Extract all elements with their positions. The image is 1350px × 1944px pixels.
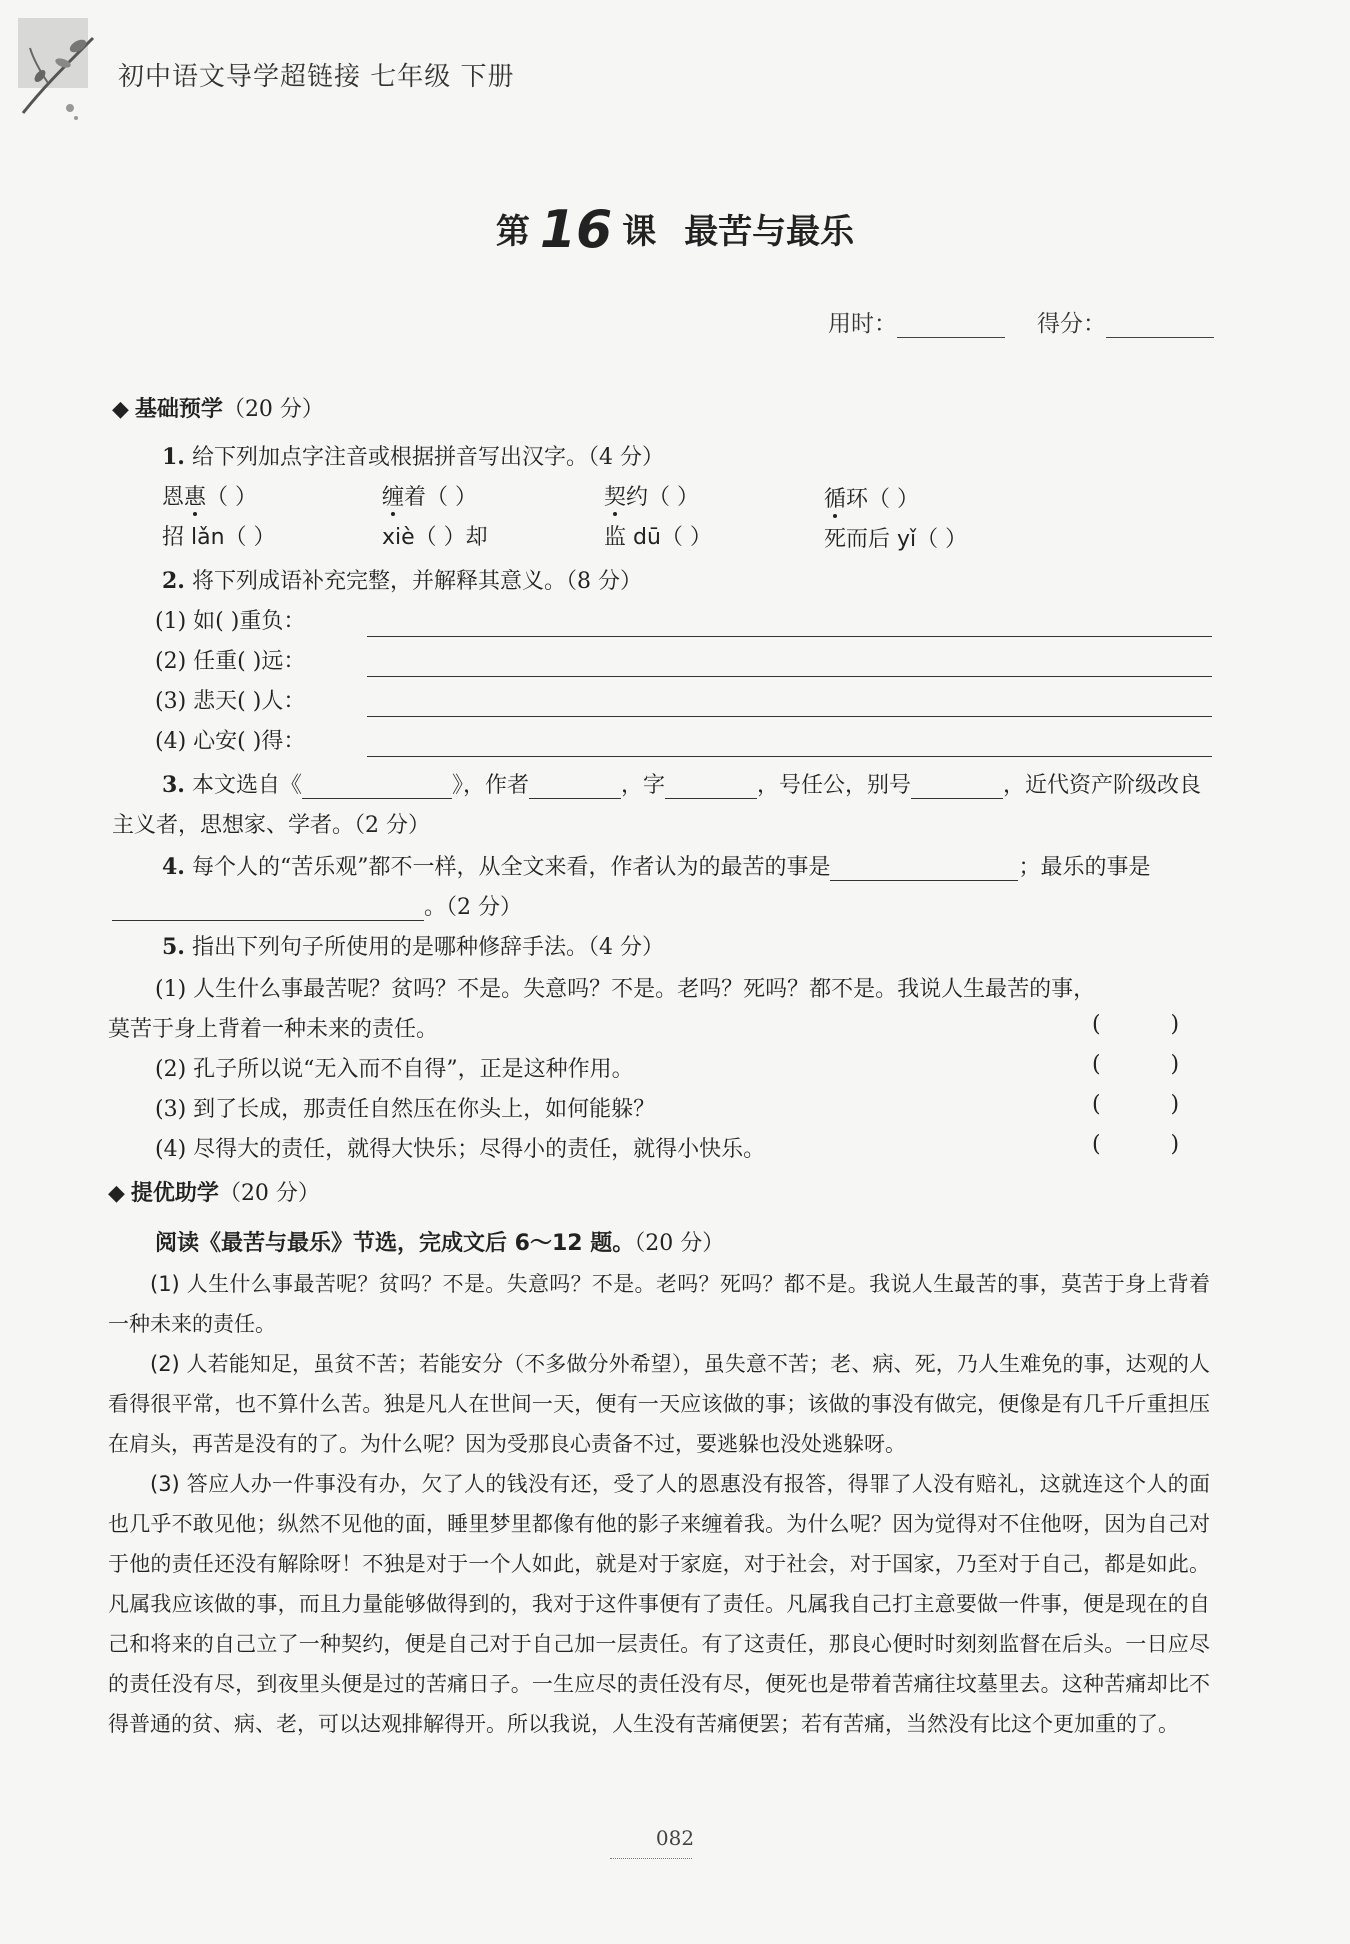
q1-item-7-pre: 监 [604,525,633,550]
section-advanced-heading [108,1176,320,1207]
q1-item-5[interactable] [162,520,276,551]
lesson-suffix: 课 [622,212,657,252]
q3-courtesy-name-blank[interactable] [665,776,757,799]
q1-item-8[interactable] [824,522,967,553]
q3-alias-blank[interactable] [911,776,1003,799]
q1-item-8-pinyin: yǐ [897,527,917,552]
q1-item-8-post: （ ） [916,527,968,552]
q1-item-3-post: 约（ ） [626,485,700,510]
q4-hardest-blank[interactable] [830,858,1018,881]
q1-item-1-dot: 惠 [184,485,207,510]
question-1 [162,440,664,471]
idiom-3-answer-line[interactable] [367,716,1212,717]
page-number-underline [610,1858,692,1859]
q3-text-5: ，近代资产阶级改良 [1003,773,1202,798]
reading-instruction-points: （20 分） [634,1231,725,1256]
score-field[interactable] [1106,313,1214,338]
q1-item-8-pre: 死而后 [824,527,897,552]
idiom-1-answer-line[interactable] [367,636,1212,637]
q1-item-4-dot: 循 [824,487,847,512]
passage-paragraph-1: (1) 人生什么事最苦呢？贫吗？不是。失意吗？不是。老吗？死吗？都不是。我说人生最苦的事，莫苦于身上背着一种未来的责任。 [108,1272,1210,1336]
question-4 [162,850,1150,881]
q1-item-4-post: 环（ ） [846,487,920,512]
lesson-title [0,196,1350,260]
lesson-prefix: 第 [495,212,530,252]
q1-item-5-post: （ ） [224,525,276,550]
series-title: 初中语文导学超链接 七年级 下册 [118,62,515,92]
section-basic-title: 基础预学 [134,397,223,422]
q1-item-1-pre: 恩 [162,485,185,510]
q3-text-3: ，字 [621,773,666,798]
q1-item-7-pinyin: dū [633,525,661,550]
q1-item-7[interactable] [604,520,712,551]
section-basic-heading [112,392,324,423]
idiom-1: (1) 如( )重负： [155,609,306,634]
q3-number: 3. [162,772,185,798]
q1-item-7-post: （ ） [660,525,712,550]
plum-blossom-icon [18,18,98,138]
passage-paragraph-3: (3) 答应人办一件事没有办，欠了人的钱没有还，受了人的恩惠没有报答，得罪了人没有赔礼，这就连这个人的面也几乎不敢见他；纵然不见他的面，睡里梦里都像有他的影子来缠着我。为什么呢？因为觉得对不住他呀，因为自己对于他的责任还没有解除呀！不独是对于一个人如此，就是对于家庭，对于社会，对于国家，乃至对于自己，都是如此。凡属我应该做的事，而且力量能够做得到的，我对于这件事便有了责任。凡属我自己打主意要做一件事，便是现在的自己和将来的自己立了一种契约，便是自己对于自己加一层责任。有了这责任，那良心便时时刻刻监督在后头。一日应尽的责任没有尽，到夜里头便是过的苦痛日子。一生应尽的责任没有尽，便死也是带着苦痛往坟墓里去。这种苦痛却比不得普通的贫、病、老，可以达观排解得开。所以我说，人生没有苦痛便罢；若有苦痛，当然没有比这个更加重的了。 [108,1472,1210,1736]
idiom-3: (3) 悲天( )人： [155,689,306,714]
question-3 [162,768,1201,799]
q1-item-2-post: 着（ ） [404,485,478,510]
q4-happiest-blank[interactable] [112,898,424,921]
q5-answer-4[interactable]: ( ) [1092,1132,1180,1157]
q1-item-6-post: （ ）却 [414,525,488,550]
q4-text-2: ；最乐的事是 [1018,855,1151,880]
idiom-2-answer-line[interactable] [367,676,1212,677]
q4-text-1: 每个人的“苦乐观”都不一样，从全文来看，作者认为的最苦的事是 [191,855,831,880]
diamond-icon: ◆ [112,397,129,422]
section-basic-points: （20 分） [222,397,324,422]
q1-item-5-pinyin: lǎn [191,525,225,550]
score-label: 得分： [1037,311,1106,337]
q1-text: 给下列加点字注音或根据拼音写出汉字。（4 分） [191,445,664,470]
q5-sentence-1a: (1) 人生什么事最苦呢？贫吗？不是。失意吗？不是。老吗？死吗？都不是。我说人生最苦的事， [155,977,1096,1002]
idiom-4: (4) 心安( )得： [155,729,306,754]
q1-item-6-pinyin: xiè [382,525,415,550]
q5-answer-2[interactable]: ( ) [1092,1052,1180,1077]
diamond-icon: ◆ [108,1181,125,1206]
q5-text: 指出下列句子所使用的是哪种修辞手法。（4 分） [191,935,664,960]
q4-continuation [112,890,522,921]
q2-number: 2. [162,568,185,594]
q5-sentence-1b: 莫苦于身上背着一种未来的责任。 [108,1017,439,1042]
q3-text-1: 本文选自《 [191,773,302,798]
q1-item-3[interactable] [604,480,699,511]
reading-passage [108,1264,1210,1744]
q2-text: 将下列成语补充完整，并解释其意义。（8 分） [191,569,642,594]
q1-item-2-dot: 缠 [382,485,405,510]
lesson-name: 最苦与最乐 [684,212,855,252]
time-label: 用时： [828,311,897,337]
q3-book-blank[interactable] [302,776,452,799]
q4-text-3: 。（2 分） [424,895,522,920]
section-advanced-points: （20 分） [218,1181,320,1206]
q1-item-6[interactable] [382,520,488,551]
q1-item-2[interactable] [382,480,477,511]
q1-item-1[interactable] [162,480,257,511]
q5-answer-1[interactable]: ( ) [1092,1012,1180,1037]
time-score-line [828,305,1214,338]
idiom-2: (2) 任重( )远： [155,649,306,674]
q5-number: 5. [162,934,185,960]
section-advanced-title: 提优助学 [130,1181,219,1206]
time-field[interactable] [897,313,1005,338]
page-number: 082 [655,1826,695,1850]
q5-sentence-2: (2) 孔子所以说“无入而不自得”，正是这种作用。 [155,1057,634,1082]
q5-answer-3[interactable]: ( ) [1092,1092,1180,1117]
q3-continuation: 主义者，思想家、学者。（2 分） [112,813,430,838]
passage-paragraph-2: (2) 人若能知足，虽贫不苦；若能安分（不多做分外希望），虽失意不苦；老、病、死，乃人生难免的事，达观的人看得很平常，也不算什么苦。独是凡人在世间一天，便有一天应该做的事；该做的事没有做完，便像是有几千斤重担压在肩头，再苦是没有的了。为什么呢？因为受那良心责备不过，要逃躲也没处逃躲呀。 [108,1352,1210,1456]
q1-item-5-pre: 招 [162,525,191,550]
idiom-4-answer-line[interactable] [367,756,1212,757]
q5-sentence-3: (3) 到了长成，那责任自然压在你头上，如何能躲？ [155,1097,656,1122]
question-5 [162,930,664,961]
reading-instruction-text: 阅读《最苦与最乐》节选，完成文后 6～12 题。 [155,1231,635,1256]
q3-author-blank[interactable] [529,776,621,799]
q4-number: 4. [162,854,185,880]
q1-number: 1. [162,444,185,470]
q1-item-1-post: （ ） [206,485,258,510]
q1-item-4[interactable] [824,482,919,513]
q1-item-3-dot: 契 [604,485,627,510]
reading-instruction [155,1226,724,1257]
q5-sentence-4: (4) 尽得大的责任，就得大快乐；尽得小的责任，就得小快乐。 [155,1137,766,1162]
question-2 [162,564,642,595]
q3-text-2: 》，作者 [451,773,529,798]
q3-text-4: ，号任公，别号 [757,773,912,798]
lesson-number: 16 [539,200,613,260]
